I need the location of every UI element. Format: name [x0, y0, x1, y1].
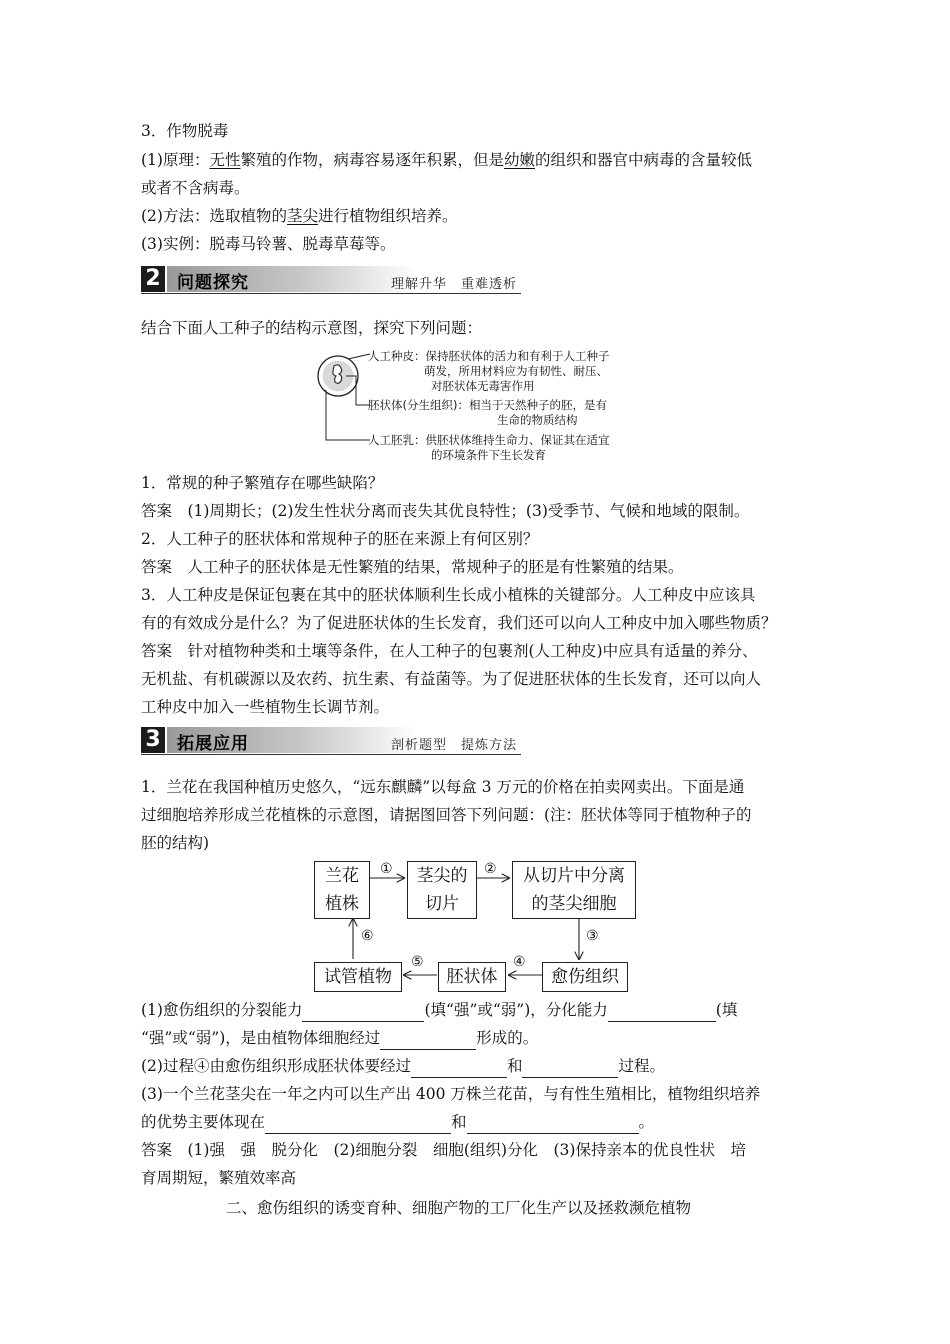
- answer-blank[interactable]: [522, 1060, 618, 1078]
- node-callus: 愈伤组织: [542, 962, 628, 992]
- step-6-label: ⑥: [361, 928, 374, 944]
- underlined-term: 幼嫩: [504, 151, 536, 169]
- embryoid-label: 生命的物质结构: [497, 413, 578, 427]
- node-label: 切片: [425, 894, 459, 914]
- node-label: 植株: [325, 894, 359, 914]
- answer-blank[interactable]: [411, 1060, 507, 1078]
- section-number: 3: [141, 727, 165, 753]
- text: (填: [715, 1001, 738, 1019]
- question-2: 2．人工种子的胚状体和常规种子的胚在来源上有何区别？: [141, 530, 539, 548]
- header-rule: [141, 293, 521, 294]
- node-test-tube-plant: 试管植物: [314, 962, 402, 992]
- endosperm-label: 的环境条件下生长发育: [431, 448, 546, 462]
- intro-text: 结合下面人工种子的结构示意图，探究下列问题：: [141, 319, 483, 337]
- exercise-1: 胚的结构): [141, 834, 210, 852]
- text: 的优势主要体现在: [141, 1113, 266, 1131]
- exercise-1: 过细胞培养形成兰花植株的示意图，请据图回答下列问题：(注：胚状体等同于植物种子的: [141, 806, 752, 824]
- answer-2: 答案 人工种子的胚状体是无性繁殖的结果，常规种子的胚是有性繁殖的结果。: [141, 558, 684, 576]
- node-label: 茎尖的: [416, 866, 468, 886]
- step-1-label: ①: [380, 861, 393, 877]
- subsection-heading: 3．作物脱毒: [141, 122, 229, 140]
- node-label: 从切片中分离: [523, 866, 625, 886]
- section-header-application: [141, 727, 521, 755]
- exercise-1: 1．兰花在我国种植历史悠久，“远东麒麟”以每盒 3 万元的价格在拍卖网卖出。下面是通: [141, 778, 745, 796]
- question-3: 3．人工种皮是保证包裹在其中的胚状体顺利生长成小植株的关键部分。人工种皮中应该具: [141, 586, 756, 604]
- endosperm-label: 人工胚乳：供胚状体维持生命力、保证其在适宜: [368, 433, 610, 447]
- section-title: 拓展应用: [177, 734, 249, 754]
- node-orchid-plant: [314, 861, 370, 919]
- text: (2)过程④由愈伤组织形成胚状体要经过: [141, 1057, 411, 1075]
- answer-blank[interactable]: [265, 1116, 451, 1134]
- seed-coat-label: 对胚状体无毒害作用: [431, 379, 535, 393]
- fill-question-3: [141, 1110, 654, 1134]
- fill-question-1: [141, 998, 737, 1022]
- answer-key: 育周期短，繁殖效率高: [141, 1169, 297, 1187]
- answer-1: 答案 (1)周期长；(2)发生性状分离而丧失其优良特性；(3)受季节、气候和地域的限制。: [141, 502, 750, 520]
- node-stem-tip-slice: [407, 861, 477, 919]
- section-header-inquiry: [141, 266, 521, 294]
- text: (1)原理：: [141, 151, 210, 169]
- seed-coat-label: 萌发，所用材料应为有韧性、耐压、: [424, 364, 608, 378]
- text: 过程。: [618, 1057, 665, 1075]
- text: 的组织和器官中病毒的含量较低: [535, 151, 753, 169]
- header-rule: [141, 754, 521, 755]
- node-isolated-cells: [512, 861, 636, 919]
- text: 形成的。: [476, 1029, 539, 1047]
- step-4-label: ④: [513, 954, 526, 970]
- underlined-term: 茎尖: [286, 207, 318, 225]
- text: (填“强”或“弱”)，分化能力: [424, 1001, 608, 1019]
- underlined-term: 无性: [209, 151, 241, 169]
- answer-blank[interactable]: [380, 1032, 476, 1050]
- paragraph-method: [141, 204, 458, 228]
- answer-blank[interactable]: [608, 1004, 716, 1022]
- section-title: 问题探究: [177, 273, 249, 293]
- section-subtitle: 剖析题型 提炼方法: [390, 738, 517, 753]
- fill-question-2: [141, 1054, 665, 1078]
- question-3: 有的有效成分是什么？为了促进胚状体的生长发育，我们还可以向人工种皮中加入哪些物质？: [141, 614, 777, 632]
- answer-key: 答案 (1)强 强 脱分化 (2)细胞分裂 细胞(组织)分化 (3)保持亲本的优良性状 培: [141, 1141, 746, 1159]
- fill-question-3: (3)一个兰花茎尖在一年之内可以生产出 400 万株兰花苗，与有性生殖相比，植物组织培养: [141, 1085, 761, 1103]
- section-subtitle: 理解升华 重难透析: [390, 277, 517, 292]
- paragraph-principle: [141, 148, 752, 172]
- text: (2)方法：选取植物的: [141, 207, 287, 225]
- text: 繁殖的作物，病毒容易逐年积累，但是: [240, 151, 504, 169]
- step-5-label: ⑤: [411, 954, 424, 970]
- text: 和: [506, 1057, 523, 1075]
- node-embryoid: 胚状体: [438, 962, 506, 992]
- step-3-label: ③: [586, 928, 599, 944]
- seed-coat-label: 人工种皮：保持胚状体的活力和有利于人工种子: [368, 349, 610, 363]
- text: “强”或“弱”)，是由植物体细胞经过: [141, 1029, 381, 1047]
- embryoid-label: 胚状体(分生组织)：相当于天然种子的胚，是有: [368, 398, 607, 412]
- paragraph-example: (3)实例：脱毒马铃薯、脱毒草莓等。: [141, 235, 396, 253]
- leader-line-1: [348, 354, 370, 359]
- paragraph-principle-cont: 或者不含病毒。: [141, 179, 250, 197]
- answer-3: 工种皮中加入一些植物生长调节剂。: [141, 698, 390, 716]
- text: (1)愈伤组织的分裂能力: [141, 1001, 303, 1019]
- text: 进行植物组织培养。: [317, 207, 458, 225]
- node-label: 的茎尖细胞: [531, 894, 617, 914]
- fill-question-1: [141, 1026, 538, 1050]
- answer-blank[interactable]: [302, 1004, 424, 1022]
- answer-3: 答案 针对植物种类和土壤等条件，在人工种子的包裹剂(人工种皮)中应具有适量的养分、: [141, 642, 758, 660]
- section-heading: 二、愈伤组织的诱变育种、细胞产物的工厂化生产以及拯救濒危植物: [226, 1199, 692, 1217]
- text: 。: [638, 1113, 655, 1131]
- step-2-label: ②: [484, 861, 497, 877]
- answer-3: 无机盐、有机碳源以及农药、抗生素、有益菌等。为了促进胚状体的生长发育，还可以向人: [141, 670, 762, 688]
- section-number: 2: [141, 266, 165, 292]
- node-label: 兰花: [325, 866, 359, 886]
- text: 和: [451, 1113, 467, 1131]
- leader-line-3: [326, 390, 370, 440]
- answer-blank[interactable]: [467, 1116, 639, 1134]
- question-1: 1．常规的种子繁殖存在哪些缺陷？: [141, 474, 384, 492]
